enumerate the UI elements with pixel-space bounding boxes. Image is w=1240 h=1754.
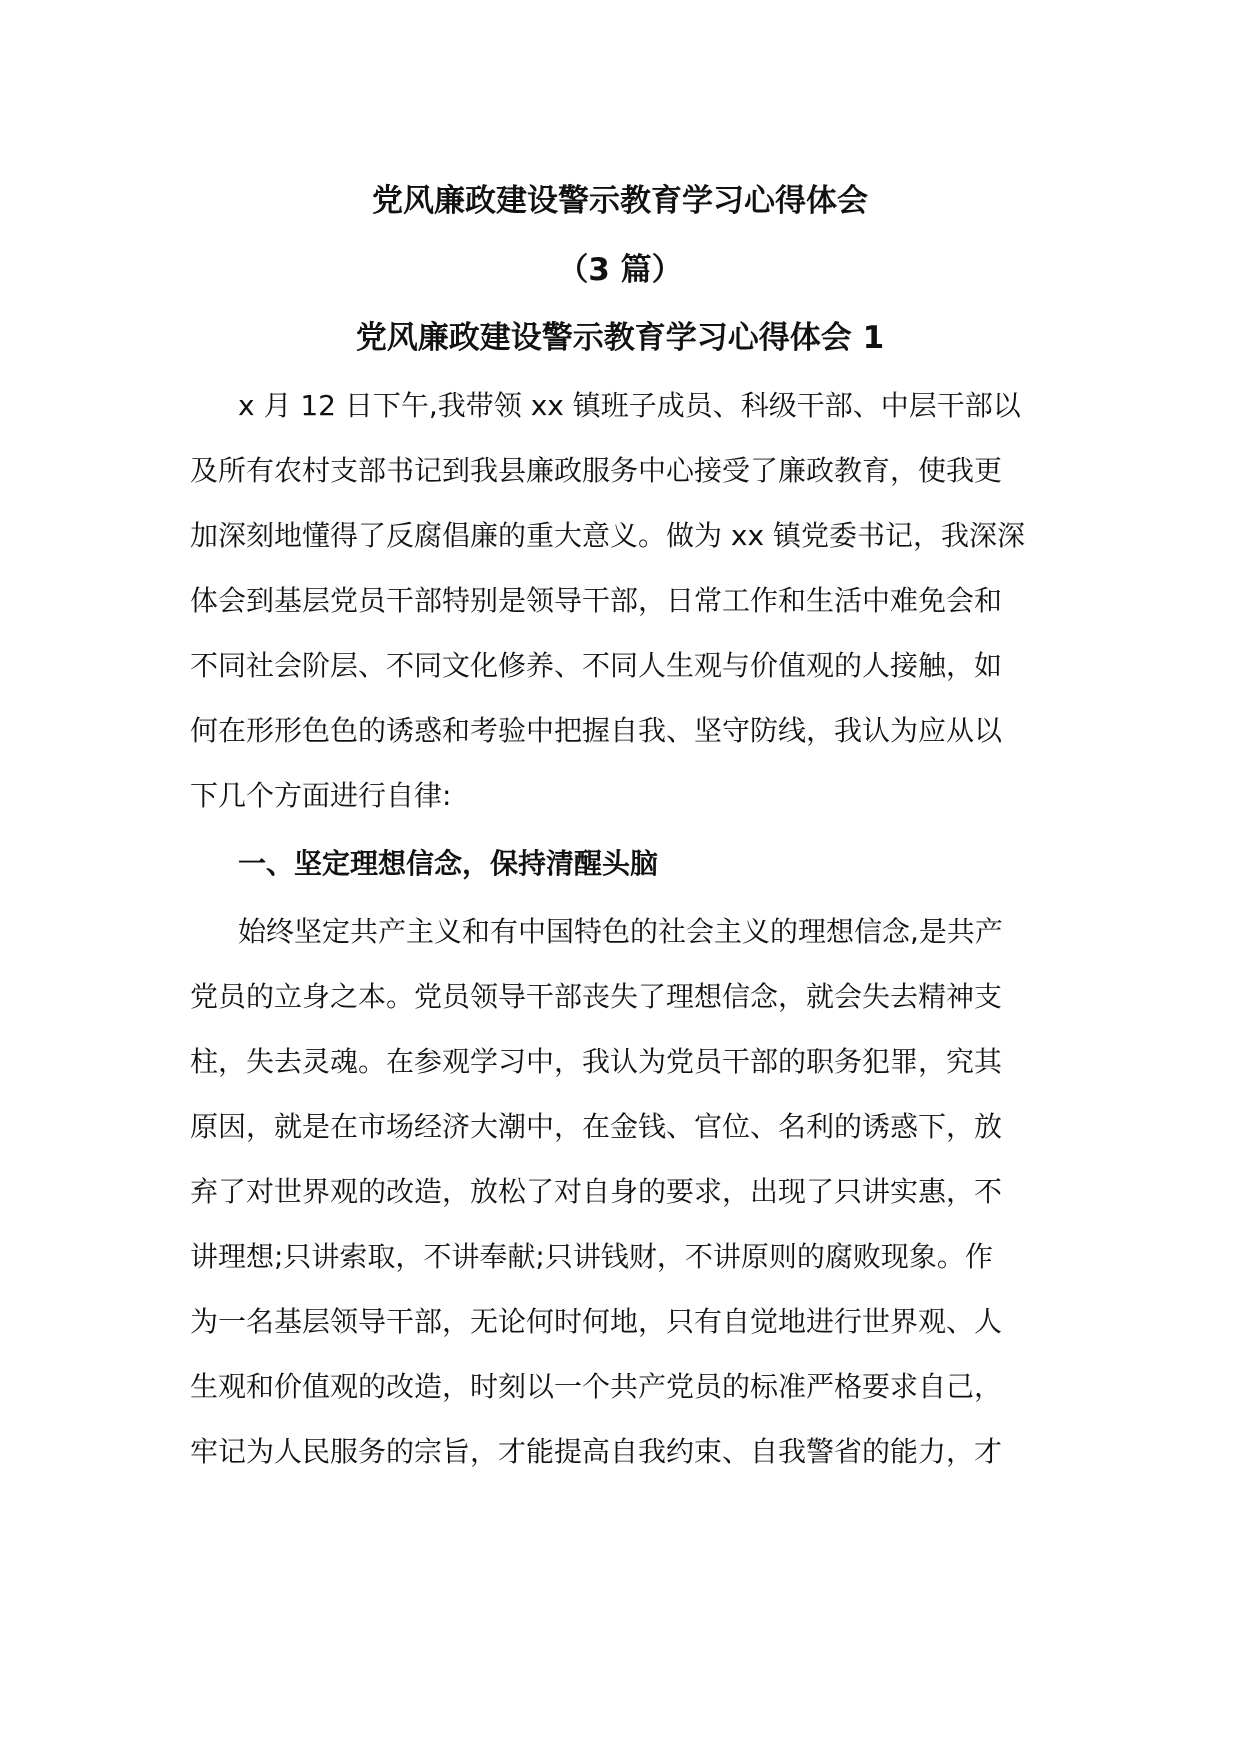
- paragraph-line: 加深刻地懂得了反腐倡廉的重大意义。做为 xx 镇党委书记，我深深: [190, 519, 1025, 552]
- paragraph-line: 讲理想;只讲索取，不讲奉献;只讲钱财，不讲原则的腐败现象。作: [190, 1240, 993, 1273]
- paragraph-line: 不同社会阶层、不同文化修养、不同人生观与价值观的人接触，如: [190, 649, 1003, 682]
- document-title: 党风廉政建设警示教育学习心得体会: [372, 183, 868, 219]
- section-heading: 一、坚定理想信念，保持清醒头脑: [238, 847, 659, 880]
- paragraph-line: x 月 12 日下午,我带领 xx 镇班子成员、科级干部、中层干部以: [238, 389, 1021, 422]
- document-title-count: （3 篇）: [557, 252, 683, 288]
- article-title: 党风廉政建设警示教育学习心得体会 1: [355, 320, 885, 356]
- paragraph-line: 下几个方面进行自律:: [190, 779, 452, 812]
- paragraph-line: 生观和价值观的改造，时刻以一个共产党员的标准严格要求自己，: [190, 1370, 1003, 1403]
- paragraph-line: 原因，就是在市场经济大潮中，在金钱、官位、名利的诱惑下，放: [190, 1110, 1003, 1143]
- paragraph-line: 何在形形色色的诱惑和考验中把握自我、坚守防线，我认为应从以: [190, 714, 1003, 747]
- paragraph-line: 牢记为人民服务的宗旨，才能提高自我约束、自我警省的能力，才: [190, 1435, 1003, 1468]
- paragraph-line: 始终坚定共产主义和有中国特色的社会主义的理想信念,是共产: [238, 915, 1003, 948]
- paragraph-line: 党员的立身之本。党员领导干部丧失了理想信念，就会失去精神支: [190, 980, 1003, 1013]
- paragraph-line: 弃了对世界观的改造，放松了对自身的要求，出现了只讲实惠，不: [190, 1175, 1003, 1208]
- paragraph-line: 及所有农村支部书记到我县廉政服务中心接受了廉政教育，使我更: [190, 454, 1003, 487]
- paragraph-line: 体会到基层党员干部特别是领导干部，日常工作和生活中难免会和: [190, 584, 1003, 617]
- paragraph-line: 柱，失去灵魂。在参观学习中，我认为党员干部的职务犯罪，究其: [190, 1045, 1003, 1078]
- paragraph-line: 为一名基层领导干部，无论何时何地，只有自觉地进行世界观、人: [190, 1305, 1003, 1338]
